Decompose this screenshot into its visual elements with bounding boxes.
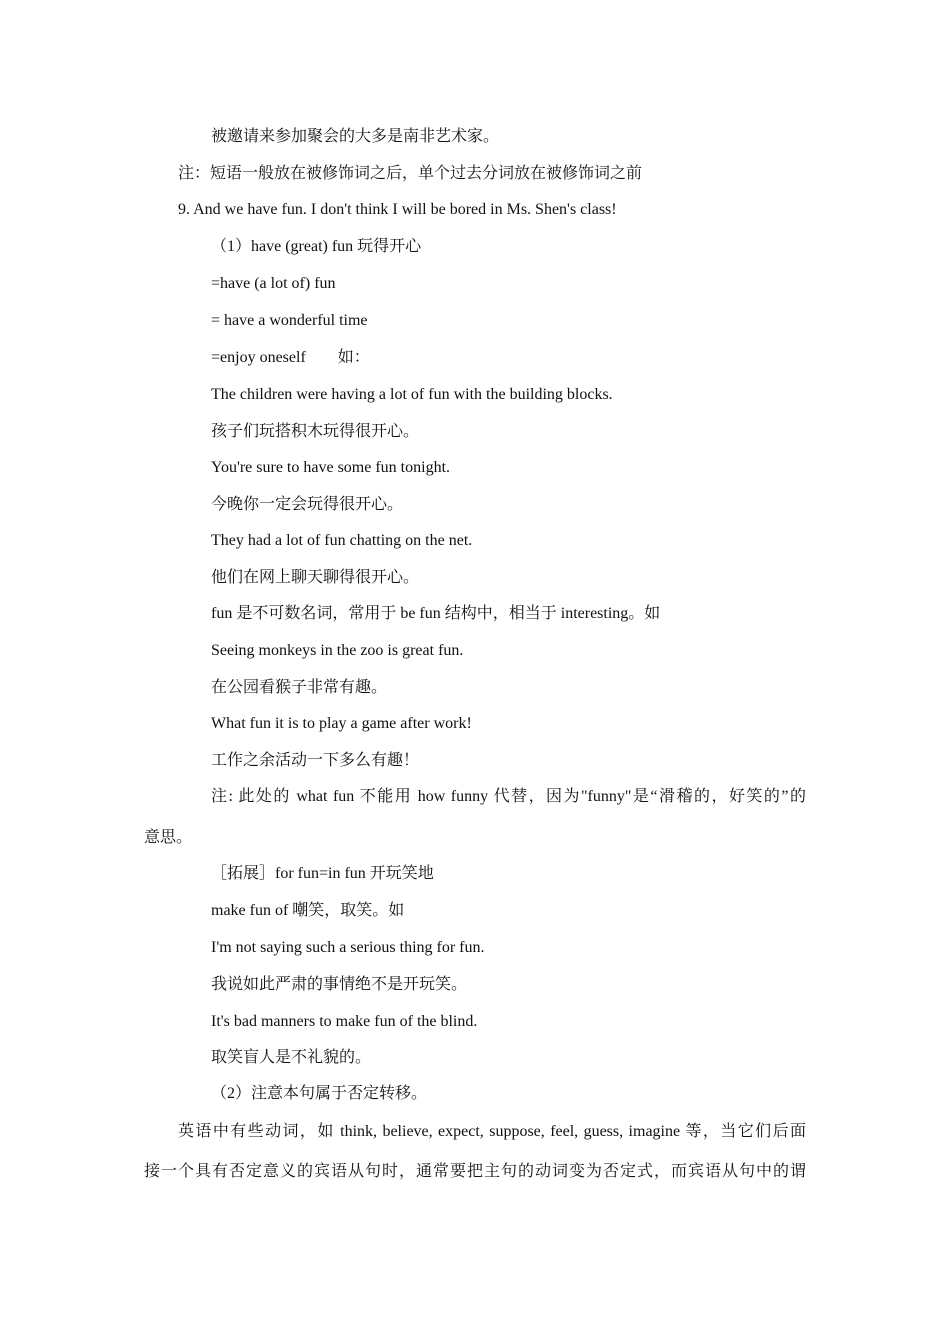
translation-line: 他们在网上聊天聊得很开心。 xyxy=(211,569,420,586)
example-sentence: It's bad manners to make fun of the blind. xyxy=(211,1013,478,1030)
example-sentence: You're sure to have some fun tonight. xyxy=(211,459,451,476)
paragraph-line: 被邀请来参加聚会的大多是南非艺术家。 xyxy=(211,128,500,145)
example-sentence: They had a lot of fun chatting on the net. xyxy=(211,532,473,549)
note-line-continued: 意思。 xyxy=(144,829,193,846)
paragraph-line: =enjoy oneself 如： xyxy=(211,349,370,366)
example-sentence: Seeing monkeys in the zoo is great fun. xyxy=(211,642,464,659)
example-sentence: The children were having a lot of fun with the building blocks. xyxy=(211,386,613,403)
paragraph-line: 接一个具有否定意义的宾语从句时，通常要把主句的动词变为否定式，而宾语从句中的谓 xyxy=(144,1163,806,1180)
subheading-line: （1）have (great) fun 玩得开心 xyxy=(211,238,422,255)
subheading-line: （2）注意本句属于否定转移。 xyxy=(211,1085,428,1102)
note-line: 注: 此处的 what fun 不能用 how funny 代替，因为"funny"是“滑稽的，好笑的”的 xyxy=(211,788,806,805)
paragraph-line: 英语中有些动词，如 think, believe, expect, suppose, feel, guess, imagine 等，当它们后面 xyxy=(178,1123,806,1140)
extension-heading: ［拓展］for fun=in fun 开玩笑地 xyxy=(211,865,434,882)
translation-line: 今晚你一定会玩得很开心。 xyxy=(211,496,404,513)
translation-line: 取笑盲人是不礼貌的。 xyxy=(211,1049,372,1066)
item-heading: 9. And we have fun. I don't think I will be bored in Ms. Shen's class! xyxy=(178,201,617,218)
paragraph-line: = have a wonderful time xyxy=(211,312,368,329)
translation-line: 在公园看猴子非常有趣。 xyxy=(211,679,388,696)
example-sentence: What fun it is to play a game after work! xyxy=(211,715,472,732)
note-line: 注：短语一般放在被修饰词之后，单个过去分词放在被修饰词之前 xyxy=(178,165,643,182)
paragraph-line: =have (a lot of) fun xyxy=(211,275,336,292)
example-sentence: I'm not saying such a serious thing for fun. xyxy=(211,939,485,956)
translation-line: 我说如此严肃的事情绝不是开玩笑。 xyxy=(211,976,468,993)
paragraph-line: make fun of 嘲笑，取笑。如 xyxy=(211,902,405,919)
translation-line: 孩子们玩搭积木玩得很开心。 xyxy=(211,423,420,440)
translation-line: 工作之余活动一下多么有趣！ xyxy=(211,752,420,769)
paragraph-line: fun 是不可数名词，常用于 be fun 结构中，相当于 interesting。如 xyxy=(211,605,661,622)
